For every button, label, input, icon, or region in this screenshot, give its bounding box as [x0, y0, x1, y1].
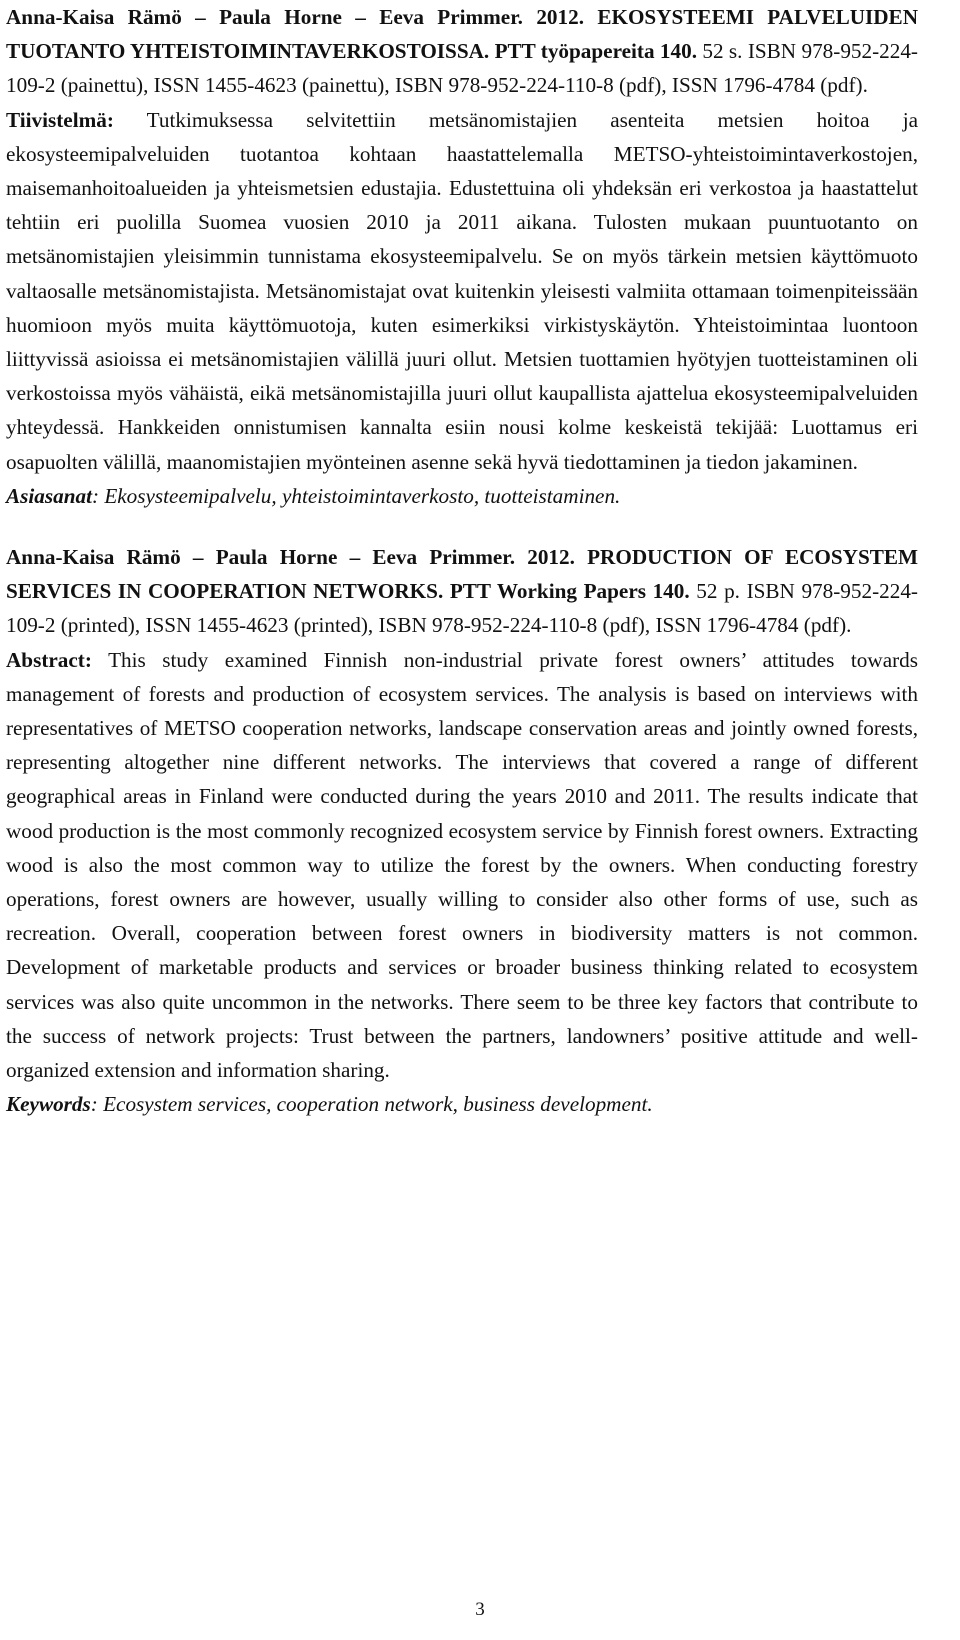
finnish-abstract-text: Tutkimuksessa selvitettiin metsänomistajien asenteita metsien hoitoa ja ekosysteemipalveluiden tuotantoa kohtaan haastattelemalla METSO-yhteistoimintaverkostojen, maisemanhoitoalueiden ja yhteismetsien edustajia. Edustettuina oli yhdeksän eri verkostoa ja haastattelut tehtiin eri puolilla Suomea vuosien 2010 ja 2011 aikana. Tulosten mukaan puuntuotanto on metsänomistajien yleisimmin tunnistama ekosysteemipalvelu. Se on myös tärkein metsien käyttömuoto valtaosalle metsänomistajista. Metsänomistajat ovat kuitenkin yleisesti valmiita ottamaan toimenpiteissään huomioon myös muita käyttömuotoja, kuten esimerkiksi virkistyskäytön. Yhteistoimintaa luontoon liittyvissä asioissa ei metsänomistajien välillä juuri ollut. Metsien tuottamien hyötyjen tuotteistaminen oli verkostoissa myös vähäistä, eikä metsänomistajilla juuri ollut kaupallista ajattelua ekosysteemipalveluiden yhteydessä. Hankkeiden onnistumisen kannalta esiin nousi kolme keskeistä tekijää: Luottamus eri osapuolten välillä, maanomistajien myönteinen asenne sekä hyvä tiedottaminen ja tiedon jakaminen.	[6, 107, 918, 474]
finnish-abstract	[6, 103, 918, 479]
finnish-keywords-text: : Ekosysteemipalvelu, yhteistoimintaverkosto, tuotteistaminen.	[91, 483, 621, 508]
english-bibliographic-entry	[6, 540, 918, 643]
finnish-citation-details: 52 s. ISBN 978-952-224-109-2 (painettu), ISSN 1455-4623 (painettu), ISBN 978-952-224-110-8 (pdf), ISSN 1796-4784 (pdf).	[6, 39, 918, 98]
finnish-citation-bold: Anna-Kaisa Rämö – Paula Horne – Eeva Primmer. 2012. EKOSYSTEEMI PALVELUIDEN TUOTANTO YHTEISTOIMINTAVERKOSTOISSA. PTT työpapereita 140.	[6, 5, 918, 64]
english-keywords-text: : Ecosystem services, cooperation network, business development.	[90, 1092, 653, 1117]
english-description-block	[6, 540, 918, 1121]
english-abstract-label: Abstract:	[6, 647, 92, 672]
english-keywords-label: Keywords	[6, 1092, 91, 1117]
finnish-abstract-label: Tiivistelmä:	[6, 107, 114, 132]
finnish-bibliographic-entry	[6, 0, 918, 103]
english-abstract-text: This study examined Finnish non-industrial private forest owners’ attitudes towards management of forests and production of ecosystem services. The analysis is based on interviews with representatives of METSO cooperation networks, landscape conservation areas and jointly owned forests, representing altogether nine different networks. The interviews that covered a range of different geographical areas in Finland were conducted during the years 2010 and 2011. The results indicate that wood production is the most commonly recognized ecosystem service by Finnish forest owners. Extracting wood is also the most common way to utilize the forest by the owners. When conducting forestry operations, forest owners are however, usually willing to consider also other forms of use, such as recreation. Overall, cooperation between forest owners in biodiversity matters is not common. Development of marketable products and services or broader business thinking related to ecosystem services was also quite uncommon in the networks. There seem to be three key factors that contribute to the success of network projects: Trust between the partners, landowners’ positive attitude and well-organized extension and information sharing.	[6, 647, 918, 1083]
english-citation-details: 52 p. ISBN 978-952-224-109-2 (printed), ISSN 1455-4623 (printed), ISBN 978-952-224-110-8 (pdf), ISSN 1796-4784 (pdf).	[6, 579, 918, 638]
page-number: 3	[475, 1599, 485, 1620]
document-page	[6, 0, 918, 1122]
finnish-keywords	[6, 479, 918, 513]
finnish-description-block	[6, 0, 918, 513]
english-citation-bold: Anna-Kaisa Rämö – Paula Horne – Eeva Primmer. 2012. PRODUCTION OF ECOSYSTEM SERVICES IN COOPERATION NETWORKS. PTT Working Papers 140.	[6, 545, 918, 604]
english-keywords	[6, 1087, 918, 1121]
english-abstract	[6, 643, 918, 1088]
finnish-keywords-label: Asiasanat	[6, 483, 92, 508]
